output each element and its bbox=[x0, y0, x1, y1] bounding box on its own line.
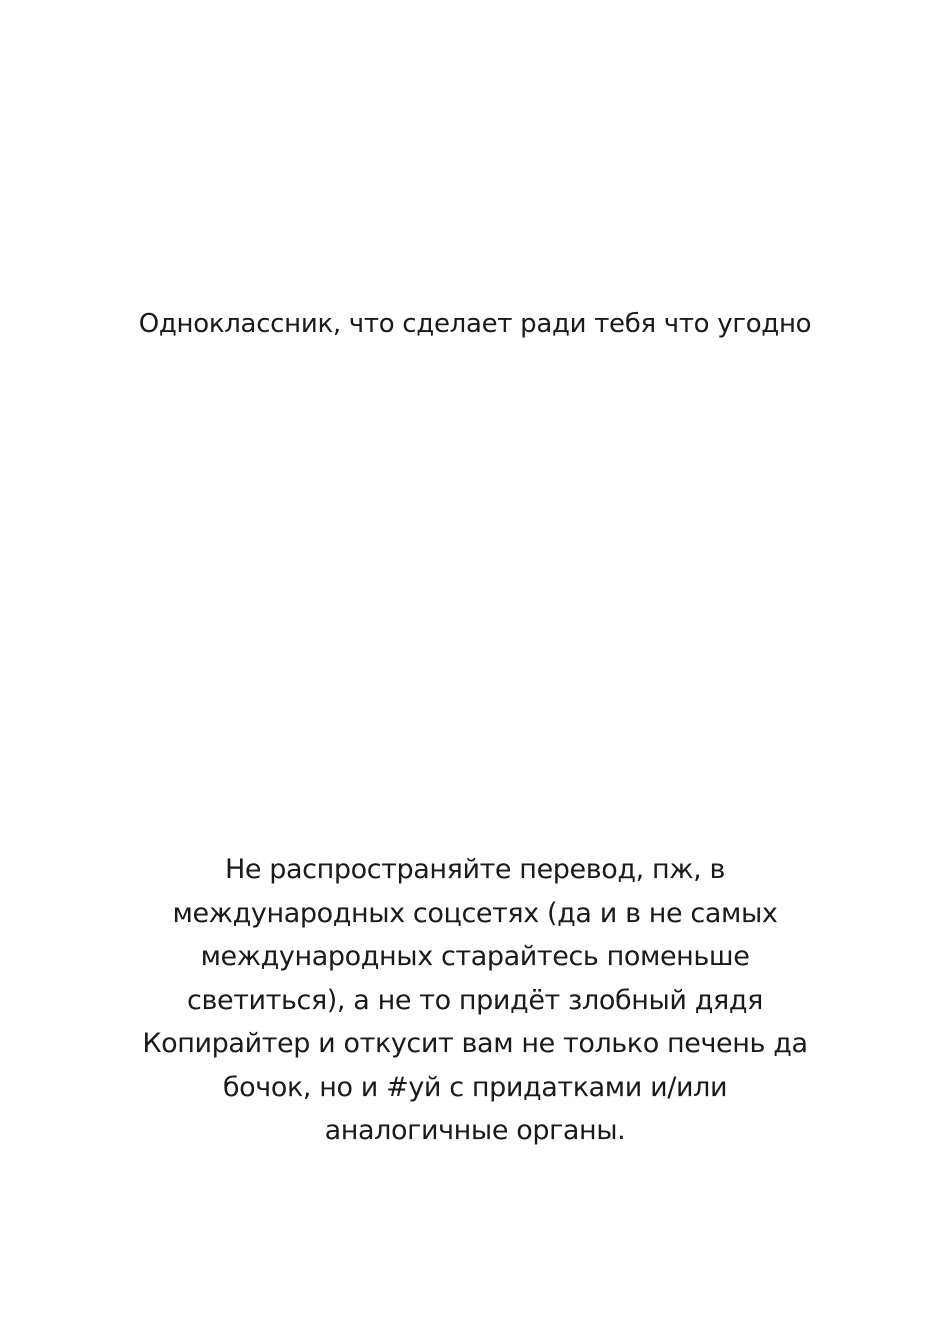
page-title: Одноклассник, что сделает ради тебя что угодно bbox=[138, 309, 812, 339]
copyright-notice bbox=[0, 848, 950, 1153]
notice-line: международных соцсетях (да и в не самых bbox=[172, 897, 778, 929]
notice-line: международных старайтесь поменьше bbox=[200, 941, 750, 972]
notice-line: аналогичные органы. bbox=[324, 1115, 626, 1146]
notice-line: светиться), а не то придёт злобный дядя bbox=[187, 984, 763, 1016]
notice-line: Не распространяйте перевод, пж, в bbox=[224, 854, 726, 885]
notice-line: Копирайтер и откусит вам не только печень да bbox=[142, 1028, 808, 1059]
notice-line: бочок, но и #уй с придатками и/или bbox=[222, 1071, 728, 1103]
